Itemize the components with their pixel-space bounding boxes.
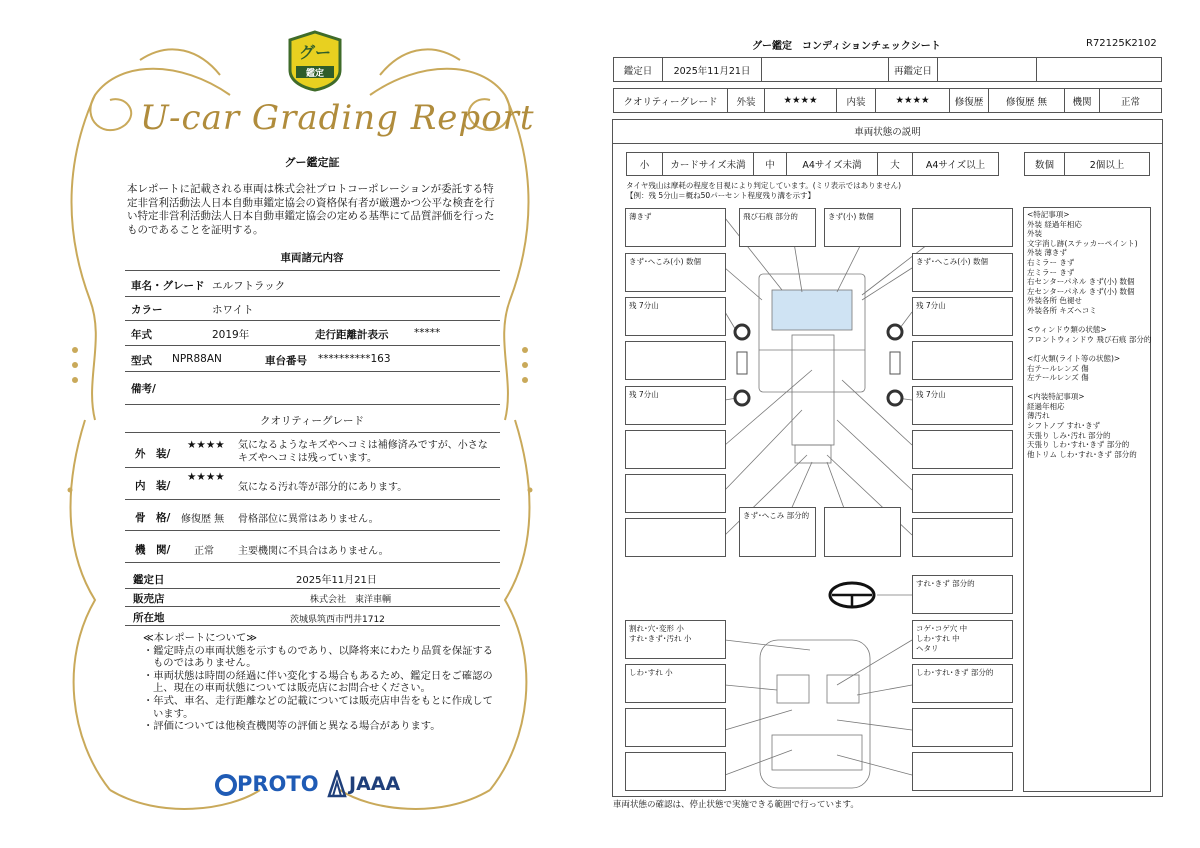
interior-box-r2: しわ･すれ･きず 部分的 [912,664,1013,703]
divider [125,588,500,589]
interior-box-l1: 割れ･穴･変形 小 すれ･きず･汚れ 小 [625,620,726,659]
exterior-box-b1: きず･へこみ 部分的 [739,507,816,557]
mileage-label: 走行距離計表示 [315,329,389,341]
car-name-value: エルフトラック [212,280,286,292]
note-item: ・年式、車名、走行距離などの記載については販売店申告をもとに作成しています。 [143,694,493,720]
dealer-value: 株式会社 東洋車輌 [310,595,392,605]
interior-box-l4 [625,752,726,791]
exterior-box-l4 [625,341,726,380]
exterior-stars: ★★★★ [187,439,225,451]
divider [125,404,500,405]
jaaa-logo-icon [327,770,347,798]
reinspect-label-cell: 再鑑定日 [888,57,938,82]
exterior-box-r4 [912,341,1013,380]
year-label: 年式 [131,329,152,341]
quality-title: クオリティーグレード [260,415,364,427]
interior-label: 内 装/ [135,480,171,492]
size-large-desc: A4サイズ以上 [912,152,999,176]
color-label: カラー [131,304,163,316]
size-mid: 中 [753,152,787,176]
count-desc: 2個以上 [1064,152,1150,176]
divider [125,371,500,372]
ext-label-cell: 外装 [727,88,765,113]
dealer-label: 販売店 [133,593,165,605]
exterior-box-l2: きず･へこみ(小) 数個 [625,253,726,292]
int-label-cell: 内装 [836,88,876,113]
size-small-desc: カードサイズ未満 [662,152,754,176]
remarks-label: 備考/ [131,383,156,395]
interior-box-l3 [625,708,726,747]
proto-logo-icon [215,774,237,796]
interior-comment: 気になる汚れ等が部分的にあります。 [238,482,408,493]
empty-cell [1036,57,1162,82]
divider [125,530,500,531]
tire-box-rr: 残 7分山 [912,386,1013,425]
repair-value-cell: 修復歴 無 [988,88,1065,113]
size-mid-desc: A4サイズ未満 [786,152,878,176]
divider [125,467,500,468]
exterior-comment: 気になるようなキズやヘコミは補修済みですが、小さなキズやヘコミは残っています。 [238,440,488,464]
engine-label: 機 関/ [135,544,171,556]
exterior-box-l7 [625,474,726,513]
frame-value: 修復歴 無 [181,514,225,525]
note-item: ・評価については他検査機関等の評価と異なる場合があります。 [143,720,441,733]
count-label: 数個 [1024,152,1065,176]
date-cell: 2025年11月21日 [662,57,762,82]
reinspect-cell [937,57,1037,82]
model-label: 型式 [131,355,152,367]
address-label: 所在地 [133,612,165,624]
size-large: 大 [877,152,913,176]
sheet-title: グー鑑定 コンディションチェックシート [752,41,941,52]
divider [125,499,500,500]
divider [125,562,500,563]
ext-stars-cell: ★★★★ [764,88,837,113]
intro-text: 本レポートに記載される車両は株式会社プロトコーポレーションが委託する特定非営利活動法人日本自動車鑑定協会の資格保有者が厳選かつ公平な検査を行い特定非営利活動法人日本自動車鑑定協会の定める基準にて品質評価を行ったものであることを証明する。 [127,183,495,236]
car-name-label: 車名・グレード [131,280,205,292]
date-label-cell: 鑑定日 [613,57,663,82]
engine-value-cell: 正常 [1099,88,1162,113]
sheet-footer: 車両状態の確認は、停止状態で実施できる範囲で行っています。 [613,800,859,810]
exterior-box-b2 [824,507,901,557]
exterior-box-l1: 薄きず [625,208,726,247]
chassis-label: 車台番号 [265,355,307,367]
state-title: 車両状態の説明 [612,119,1163,144]
cert-title: グー鑑定証 [284,156,340,169]
interior-box-r1: コゲ･コゲ穴 中 しわ･すれ 中 ヘタリ [912,620,1013,659]
jaaa-logo-text: JAAA [349,773,401,795]
exterior-box-t1: 飛び石痕 部分的 [739,208,816,247]
steering-box: すれ･きず 部分的 [912,575,1013,614]
divider [125,625,500,626]
interior-box-l2: しわ･すれ 小 [625,664,726,703]
sheet-code: R72125K2102 [1086,38,1157,49]
exterior-box-r8 [912,518,1013,557]
exterior-box-r1 [912,208,1013,247]
steering-wheel-icon [830,583,874,607]
address-value: 茨城県筑西市門井1712 [290,615,385,625]
proto-logo-text: PROTO [237,772,319,796]
badge-text: グー [298,43,331,62]
exterior-box-l8 [625,518,726,557]
exterior-box-t2: きず(小) 数個 [824,208,901,247]
mileage-value: ***** [414,327,441,339]
interior-box-r3 [912,708,1013,747]
divider [125,345,500,346]
color-value: ホワイト [212,304,254,316]
exterior-box-r2: きず･へこみ(小) 数個 [912,253,1013,292]
exterior-box-l6 [625,430,726,469]
tire-box-fr: 残 7分山 [912,297,1013,336]
interior-box-r4 [912,752,1013,791]
frame-label: 骨 格/ [135,512,171,524]
tire-box-rl: 残 7分山 [625,386,726,425]
frame-comment: 骨格部位に異常はありません。 [238,514,379,525]
spec-title: 車両諸元内容 [280,252,344,264]
empty-cell [761,57,889,82]
engine-value: 正常 [194,546,214,557]
date-value: 2025年11月21日 [296,575,377,586]
script-title: U-car Grading Report [140,98,535,138]
int-stars-cell: ★★★★ [875,88,950,113]
badge-subtext: 鑑定 [305,69,324,79]
exterior-box-r7 [912,474,1013,513]
grade-label-cell: クオリティーグレード [613,88,728,113]
note-item: ・鑑定時点の車両状態を示すものであり、以降将来にわたり品質を保証するものではありません。 [143,644,494,670]
divider [125,432,500,433]
engine-comment: 主要機関に不具合はありません。 [238,546,389,557]
year-value: 2019年 [212,329,250,341]
interior-stars: ★★★★ [187,471,225,483]
special-notes: <特記事項> 外装 経過年相応 外装 文字消し跡(ステッカーペイント) 外装 薄きず 右ミラー きず 左ミラー きず 右センターパネル きず(小) 数個 左センターパネル きず(小) 数個 外装各所 色褪せ 外装各所 キズヘコミ <ウィンドウ類の状態> フロントウィンドウ 飛び石痕 部分的 <灯火類(ライト等の状態)> 右テールレンズ 傷 左テールレンズ 傷 <内装特記事項> 経過年相応 薄汚れ シフトノブ すれ･きず 天張り しみ･汚れ 部分的 天張り しわ･すれ･きず 部分的 他トリム しわ･すれ･きず 部分的 [1027,210,1152,459]
tire-example: 【例：残 5分山＝概ね50パーセント程度残り溝を示す】 [626,191,816,200]
exterior-label: 外 装/ [135,448,171,460]
tire-box-fl: 残 7分山 [625,297,726,336]
tire-note: タイヤ残山は摩耗の程度を目視により判定しています。(ミリ表示ではありません) [626,181,902,190]
note-item: ・車両状態は時間の経過に伴い変化する場合もあるため、鑑定日をご確認の上、現在の車両状態については販売店にお問合せください。 [143,669,493,695]
model-value: NPR88AN [172,353,222,365]
chassis-value: **********163 [318,353,391,365]
notes [143,632,498,733]
divider [125,270,500,271]
divider [125,606,500,607]
size-small: 小 [626,152,663,176]
engine-label-cell: 機関 [1064,88,1100,113]
tire-icons [735,325,902,405]
repair-label-cell: 修復歴 [949,88,989,113]
divider [125,320,500,321]
notes-title: ≪本レポートについて≫ [143,632,258,644]
date-label: 鑑定日 [133,574,165,586]
exterior-box-r6 [912,430,1013,469]
divider [125,296,500,297]
